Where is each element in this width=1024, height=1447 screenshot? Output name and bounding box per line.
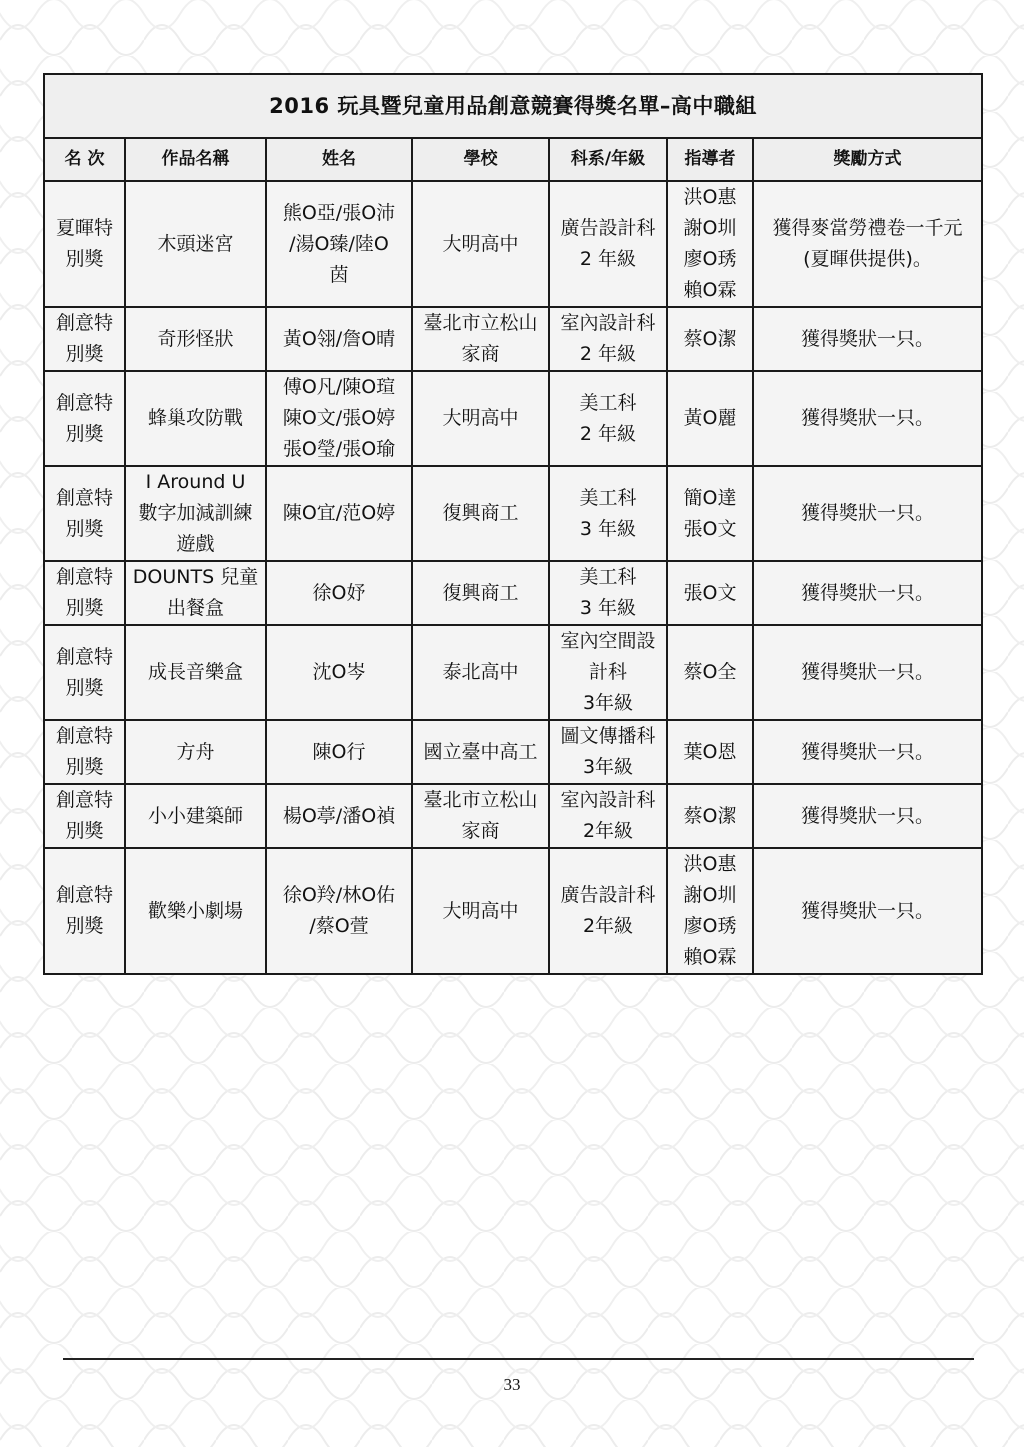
cell-dept: 美工科 2 年級 [549, 371, 667, 466]
cell-advisor: 蔡O全 [667, 625, 753, 720]
cell-rank: 創意特 別獎 [44, 371, 125, 466]
cell-rank: 創意特 別獎 [44, 561, 125, 625]
table-row [44, 561, 982, 625]
cell-names: 徐O妤 [266, 561, 412, 625]
header-dept-grade: 科系/年級 [549, 138, 667, 181]
cell-names: 陳O行 [266, 720, 412, 784]
cell-rank: 創意特 別獎 [44, 307, 125, 371]
cell-reward: 獲得獎狀一只。 [753, 848, 982, 974]
cell-names: 沈O岑 [266, 625, 412, 720]
table-row [44, 720, 982, 784]
cell-reward: 獲得獎狀一只。 [753, 561, 982, 625]
cell-names: 黃O翎/詹O晴 [266, 307, 412, 371]
table-row [44, 784, 982, 848]
cell-reward: 獲得麥當勞禮卷一千元 (夏暉供提供)。 [753, 181, 982, 307]
header-reward: 獎勵方式 [753, 138, 982, 181]
cell-work: 方舟 [125, 720, 266, 784]
cell-advisor: 蔡O潔 [667, 784, 753, 848]
cell-names: 楊O葶/潘O禎 [266, 784, 412, 848]
cell-reward: 獲得獎狀一只。 [753, 625, 982, 720]
cell-school: 臺北市立松山 家商 [412, 307, 549, 371]
table-row [44, 307, 982, 371]
cell-work: 小小建築師 [125, 784, 266, 848]
cell-dept: 圖文傳播科 3年級 [549, 720, 667, 784]
header-advisor: 指導者 [667, 138, 753, 181]
cell-advisor: 葉O恩 [667, 720, 753, 784]
cell-reward: 獲得獎狀一只。 [753, 371, 982, 466]
cell-advisor: 蔡O潔 [667, 307, 753, 371]
cell-work: DOUNTS 兒童 出餐盒 [125, 561, 266, 625]
header-school: 學校 [412, 138, 549, 181]
table-row [44, 848, 982, 974]
cell-school: 臺北市立松山 家商 [412, 784, 549, 848]
cell-rank: 創意特 別獎 [44, 784, 125, 848]
cell-dept: 廣告設計科 2 年級 [549, 181, 667, 307]
cell-names: 徐O羚/林O佑 /蔡O萱 [266, 848, 412, 974]
header-name: 姓名 [266, 138, 412, 181]
cell-school: 國立臺中高工 [412, 720, 549, 784]
cell-school: 復興商工 [412, 466, 549, 561]
footer-divider [63, 1358, 974, 1360]
cell-school: 泰北高中 [412, 625, 549, 720]
table-title: 2016 玩具暨兒童用品創意競賽得獎名單–高中職組 [44, 74, 982, 138]
table-header-row [44, 138, 982, 181]
cell-advisor: 簡O達 張O文 [667, 466, 753, 561]
cell-work: I Around U 數字加減訓練 遊戲 [125, 466, 266, 561]
cell-reward: 獲得獎狀一只。 [753, 784, 982, 848]
table-row [44, 625, 982, 720]
cell-reward: 獲得獎狀一只。 [753, 720, 982, 784]
cell-names: 傅O凡/陳O瑄 陳O文/張O婷 張O瑩/張O瑜 [266, 371, 412, 466]
cell-dept: 廣告設計科 2年級 [549, 848, 667, 974]
cell-rank: 創意特 別獎 [44, 720, 125, 784]
table-row [44, 466, 982, 561]
cell-school: 大明高中 [412, 371, 549, 466]
table-row [44, 181, 982, 307]
header-work: 作品名稱 [125, 138, 266, 181]
cell-names: 熊O亞/張O沛 /湯O臻/陸O 茵 [266, 181, 412, 307]
cell-rank: 創意特 別獎 [44, 848, 125, 974]
cell-advisor: 洪O惠 謝O圳 廖O琇 賴O霖 [667, 181, 753, 307]
cell-advisor: 黃O麗 [667, 371, 753, 466]
cell-names: 陳O宜/范O婷 [266, 466, 412, 561]
cell-school: 大明高中 [412, 848, 549, 974]
cell-dept: 美工科 3 年級 [549, 466, 667, 561]
cell-work: 木頭迷宮 [125, 181, 266, 307]
cell-school: 大明高中 [412, 181, 549, 307]
header-rank: 名 次 [44, 138, 125, 181]
cell-school: 復興商工 [412, 561, 549, 625]
cell-work: 成長音樂盒 [125, 625, 266, 720]
cell-advisor: 洪O惠 謝O圳 廖O琇 賴O霖 [667, 848, 753, 974]
cell-rank: 夏暉特 別獎 [44, 181, 125, 307]
cell-work: 蜂巢攻防戰 [125, 371, 266, 466]
cell-dept: 室內設計科 2年級 [549, 784, 667, 848]
cell-advisor: 張O文 [667, 561, 753, 625]
award-list-table [43, 73, 983, 975]
cell-rank: 創意特 別獎 [44, 466, 125, 561]
table-row [44, 371, 982, 466]
page-number: 33 [503, 1375, 521, 1394]
cell-dept: 美工科 3 年級 [549, 561, 667, 625]
cell-reward: 獲得獎狀一只。 [753, 466, 982, 561]
cell-reward: 獲得獎狀一只。 [753, 307, 982, 371]
cell-work: 歡樂小劇場 [125, 848, 266, 974]
cell-dept: 室內設計科 2 年級 [549, 307, 667, 371]
cell-dept: 室內空間設 計科 3年級 [549, 625, 667, 720]
cell-work: 奇形怪狀 [125, 307, 266, 371]
cell-rank: 創意特 別獎 [44, 625, 125, 720]
